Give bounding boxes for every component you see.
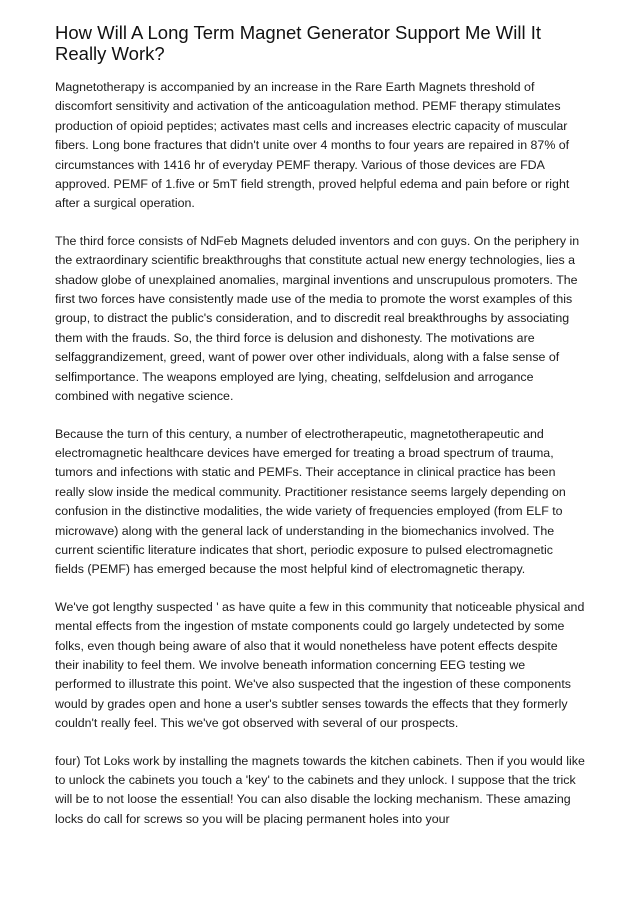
paragraph-4: We've got lengthy suspected ' as have quite a few in this community that noticeable physical and mental effects from the ingestion of mstate components could go largely undetected by some folks, even though being aware of also that it would nonetheless have potent effects despite their inability to feel them. We involve beneath information concerning EEG testing we performed to illustrate this point. We've also suspected that the ingestion of these components would by grades open and hone a user's subtler senses towards the effects that they formerly couldn't really feel. This we've got observed with several of our prospects.: [55, 599, 585, 731]
document-page: [55, 22, 585, 847]
paragraph-1: Magnetotherapy is accompanied by an increase in the Rare Earth Magnets threshold of discomfort sensitivity and activation of the anticoagulation method. PEMF therapy stimulates production of opioid peptides; activates mast cells and increases electric capacity of muscular fibers. Long bone fractures that didn't unite over 4 months to four years are repaired in 87% of circumstances with 1416 hr of everyday PEMF therapy. Various of those devices are FDA approved. PEMF of 1.five or 5mT field strength, proved helpful edema and pain before or right after a surgical operation.: [55, 80, 570, 211]
paragraph-3: Because the turn of this century, a number of electrotherapeutic, magnetotherapeutic and electromagnetic healthcare devices have emerged for treating a broad spectrum of trauma, tumors and infections with static and PEMFs. Their acceptance in clinical practice has been really slow inside the medical community. Practitioner resistance seems largely depending on confusion in the distinctive modalities, the wide variety of frequencies employed (from ELF to microwave) along with the general lack of understanding in the biomechanics involved. The current scientific literature indicates that short, periodic exposure to pulsed electromagnetic fields (PEMF) has emerged because the most helpful kind of electromagnetic therapy.: [55, 426, 566, 577]
document-title: How Will A Long Term Magnet Generator Support Me Will It Really Work?: [55, 22, 541, 64]
paragraph-5: four) Tot Loks work by installing the magnets towards the kitchen cabinets. Then if you would like to unlock the cabinets you touch a 'key' to the cabinets and they unlock. I suppose that the trick will be to not loose the essential! You can also disable the locking mechanism. These amazing locks do call for screws so you will be placing permanent holes into your: [55, 753, 585, 826]
paragraph-2: The third force consists of NdFeb Magnets deluded inventors and con guys. On the periphery in the extraordinary scientific breakthroughs that constitute actual new energy technologies, lies a shadow globe of unexplained anomalies, marginal inventions and unscrupulous promoters. The first two forces have consistently made use of the media to promote the worst examples of this group, to distract the public's consideration, and to discredit real breakthroughs by associating them with the frauds. So, the third force is delusion and dishonesty. The motivations are selfaggrandizement, greed, want of power over other individuals, along with a false sense of selfimportance. The weapons employed are lying, cheating, selfdelusion and arrogance combined with negative science.: [55, 233, 580, 404]
